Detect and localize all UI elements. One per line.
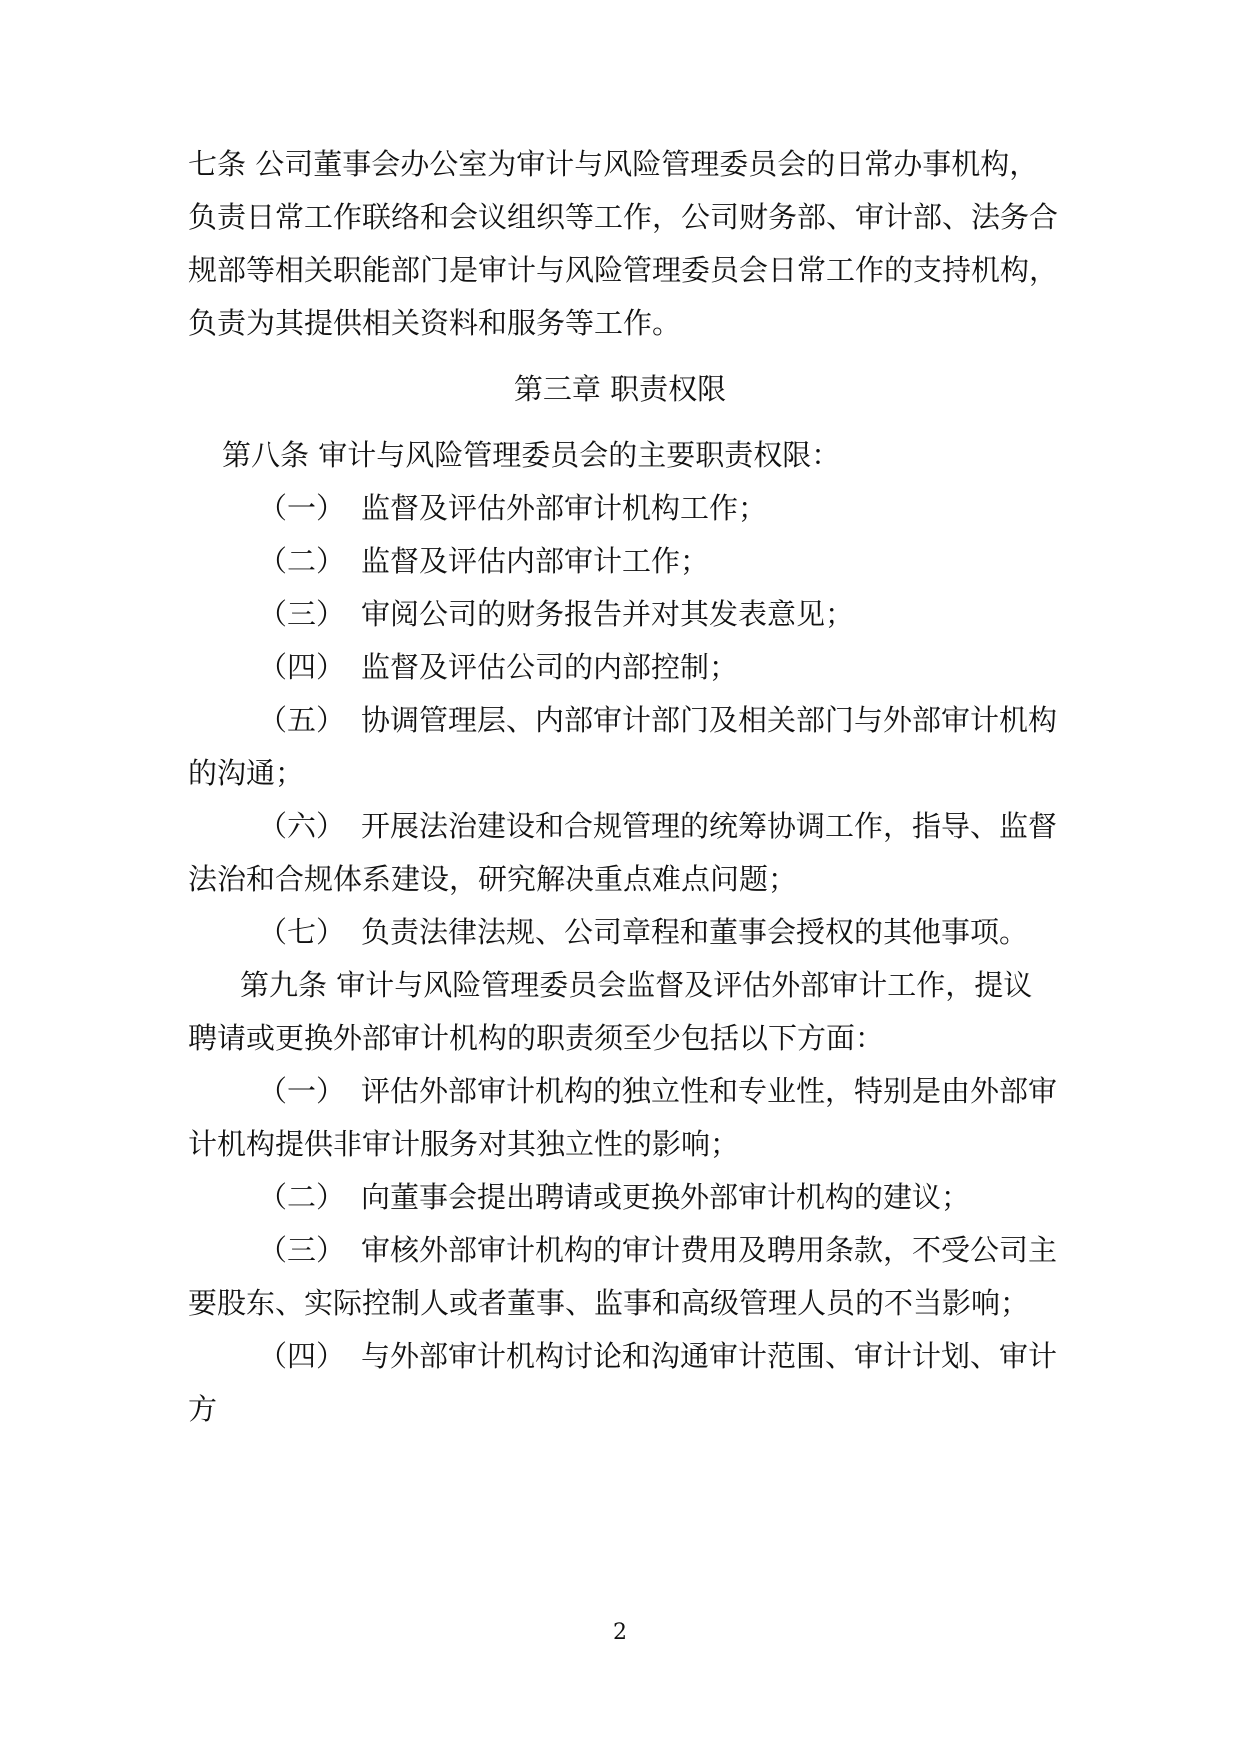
item-number: （四） (258, 1339, 346, 1373)
item-number: （一） (258, 1074, 346, 1108)
item-text: 监督及评估外部审计机构工作； (361, 491, 768, 525)
list-item (258, 806, 1057, 846)
list-item-continuation: 的沟通； (188, 756, 305, 790)
item-number: （一） (258, 491, 346, 525)
list-item (258, 1071, 1057, 1111)
list-item (258, 700, 1057, 740)
item-text: 与外部审计机构讨论和沟通审计范围、审计计划、审计 (361, 1339, 1058, 1373)
item-text: 监督及评估公司的内部控制； (361, 650, 739, 684)
list-item (258, 594, 854, 634)
paragraph-line: 规部等相关职能部门是审计与风险管理委员会日常工作的支持机构， (188, 253, 1059, 287)
list-item-continuation: 法治和合规体系建设，研究解决重点难点问题； (188, 862, 798, 896)
article-continuation: 聘请或更换外部审计机构的职责须至少包括以下方面： (188, 1021, 885, 1055)
item-text: 审阅公司的财务报告并对其发表意见； (361, 597, 855, 631)
item-text: 向董事会提出聘请或更换外部审计机构的建议； (361, 1180, 971, 1214)
list-item (258, 1230, 1057, 1270)
list-item (258, 647, 738, 687)
list-item (258, 1336, 1057, 1376)
item-number: （六） (258, 809, 346, 843)
list-item-continuation: 方 (188, 1392, 218, 1426)
paragraph-line: 七条 公司董事会办公室为审计与风险管理委员会的日常办事机构， (188, 147, 1039, 181)
item-text: 评估外部审计机构的独立性和专业性，特别是由外部审 (361, 1074, 1058, 1108)
list-item (258, 1177, 970, 1217)
item-number: （二） (258, 1180, 346, 1214)
page-number: 2 (613, 1620, 627, 1645)
item-text: 审核外部审计机构的审计费用及聘用条款，不受公司主 (361, 1233, 1058, 1267)
item-number: （五） (258, 703, 346, 737)
paragraph-line: 负责为其提供相关资料和服务等工作。 (188, 306, 682, 340)
item-number: （二） (258, 544, 346, 578)
list-item (258, 488, 767, 528)
list-item (258, 541, 709, 581)
item-number: （四） (258, 650, 346, 684)
item-number: （三） (258, 1233, 346, 1267)
item-text: 协调管理层、内部审计部门及相关部门与外部审计机构 (361, 703, 1058, 737)
article-heading: 第九条 审计与风险管理委员会监督及评估外部审计工作，提议 (240, 968, 1033, 1002)
list-item-continuation: 要股东、实际控制人或者董事、监事和高级管理人员的不当影响； (188, 1286, 1030, 1320)
item-text: 监督及评估内部审计工作； (361, 544, 710, 578)
item-text: 开展法治建设和合规管理的统筹协调工作，指导、监督 (361, 809, 1058, 843)
list-item (258, 912, 1028, 952)
item-number: （三） (258, 597, 346, 631)
article-heading: 第八条 审计与风险管理委员会的主要职责权限： (222, 438, 841, 472)
chapter-heading: 第三章 职责权限 (513, 372, 727, 406)
paragraph-line: 负责日常工作联络和会议组织等工作，公司财务部、审计部、法务合 (188, 200, 1059, 234)
item-number: （七） (258, 915, 346, 949)
item-text: 负责法律法规、公司章程和董事会授权的其他事项。 (361, 915, 1029, 949)
list-item-continuation: 计机构提供非审计服务对其独立性的影响； (188, 1127, 740, 1161)
